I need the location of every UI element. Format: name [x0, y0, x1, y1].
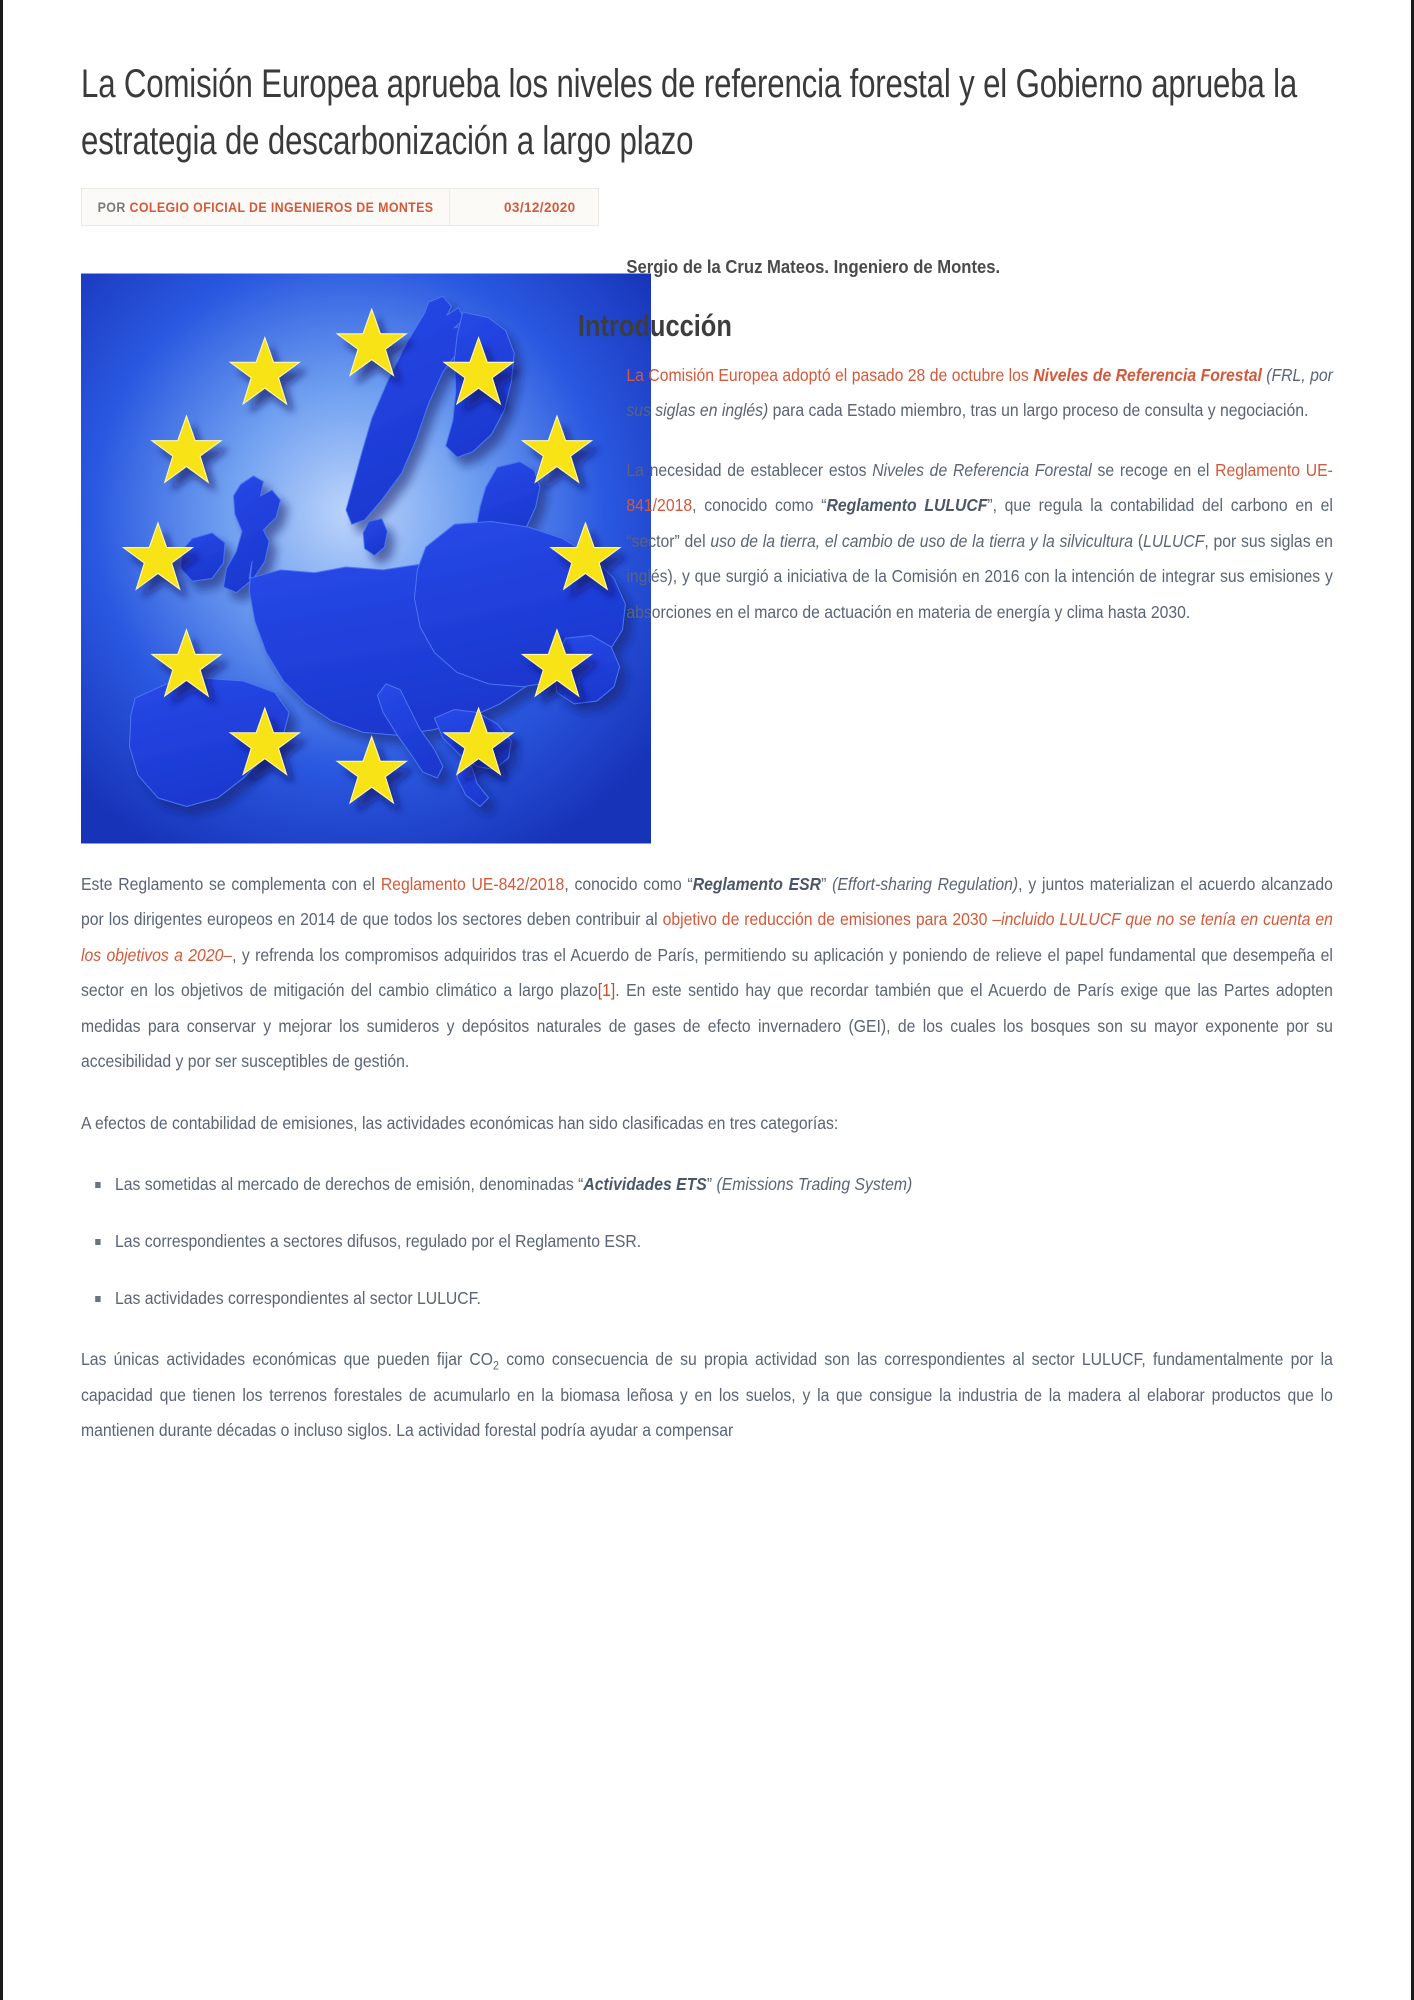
article-meta-bar	[81, 188, 599, 226]
page-title: La Comisión Europea aprueba los niveles de referencia forestal y el Gobierno aprueba la estrategia de descarbonización a largo plazo	[81, 62, 1298, 163]
text-run: como consecuencia de su propia actividad son las correspondientes al sector LULUCF, fundamentalmente por la capacidad que tienen los terrenos forestales de acumularlo en la biomasa leñosa y en los suelos, y la que consigue la industria de la madera al elaborar productos que lo mantienen durante décadas o incluso siglos. La actividad forestal podría ayudar a compensar	[81, 1349, 1333, 1441]
text-run: A efectos de contabilidad de emisiones, las actividades económicas han sido clasificadas en tres categorías:	[81, 1112, 839, 1133]
text-run: (Emissions Trading System)	[716, 1174, 913, 1195]
text-run: uso de la tierra, el cambio de uso de la tierra y la silvicultura	[710, 530, 1134, 551]
text-run: para cada Estado miembro, tras un largo proceso de consulta y negociación.	[768, 400, 1309, 421]
list-item	[115, 1167, 1211, 1202]
contributor-byline: Sergio de la Cruz Mateos. Ingeniero de Montes.	[626, 255, 1001, 277]
text-run[interactable]: –incluido LULUCF que no se tenía en cuenta en los objetivos a 2020–	[81, 909, 1333, 965]
text-run: , por sus siglas en inglés), y que surgió a iniciativa de la Comisión en 2016 con la intención de integrar sus emisiones y absorciones en el marco de actuación en materia de energía y clima hasta 2030.	[626, 530, 1333, 622]
text-run[interactable]: Reglamento UE-841/2018	[626, 459, 1333, 516]
text-run[interactable]: Comisión Europea	[648, 364, 778, 385]
list-item	[115, 1224, 1211, 1259]
paragraph-3	[81, 867, 1333, 1080]
text-run: se recoge en el	[1091, 459, 1216, 480]
text-run[interactable]: adoptó el pasado 28 de octubre los	[777, 364, 1034, 385]
author-name-link[interactable]: COLEGIO OFICIAL DE INGENIEROS DE MONTES	[129, 199, 434, 215]
categories-list	[81, 1167, 1333, 1316]
text-run: , y refrenda los compromisos adquiridos tras el Acuerdo de París, permitiendo su aplicación y poniendo de relieve el papel fundamental que desempeña el sector en los objetivos de mitigación del cambio climático a largo plazo	[81, 944, 1333, 1001]
text-run[interactable]: [1]	[597, 980, 616, 1001]
text-run: (	[1133, 530, 1144, 551]
text-run: (Effort-sharing Regulation)	[832, 873, 1019, 894]
article-body	[81, 256, 1333, 1449]
text-run: , conocido como “	[692, 495, 827, 516]
text-run: (FRL, por sus siglas en inglés)	[626, 364, 1333, 421]
paragraph-1	[81, 358, 1333, 429]
text-run: Actividades ETS	[583, 1174, 707, 1195]
section-heading-introduccion: Introducción	[577, 307, 732, 343]
text-run: Este Reglamento se complementa con el	[81, 873, 381, 894]
text-run: LULUCF	[1143, 530, 1205, 551]
author-prefix-label: POR	[97, 199, 126, 215]
text-run: Reglamento ESR	[692, 873, 822, 894]
text-run: . En este sentido hay que recordar también que el Acuerdo de París exige que las Partes adopten medidas para conservar y mejorar los sumideros y depósitos naturales de gases de efecto invernadero (GEI), de los cuales los bosques son su mayor exponente por su accesibilidad y por ser susceptibles de gestión.	[81, 980, 1333, 1072]
list-item	[115, 1281, 1211, 1316]
text-run: ”	[706, 1174, 717, 1195]
text-run: Las actividades correspondientes al sector LULUCF.	[115, 1288, 481, 1309]
text-run: Las correspondientes a sectores difusos, regulado por el Reglamento ESR.	[115, 1231, 642, 1252]
text-run[interactable]: objetivo de reducción de emisiones para 2030	[662, 909, 988, 930]
paragraph-closing	[81, 1342, 1333, 1449]
text-run[interactable]: Reglamento UE-842/2018	[380, 873, 565, 894]
article-content	[3, 0, 1411, 1449]
text-run: ”	[821, 873, 833, 894]
text-run[interactable]: Niveles de Referencia Forestal	[1033, 364, 1262, 385]
paragraph-4	[81, 1106, 1333, 1142]
text-run: Las sometidas al mercado de derechos de emisión, denominadas “	[115, 1174, 584, 1195]
text-run: Las únicas actividades económicas que pueden fijar CO	[81, 1349, 494, 1370]
text-run[interactable]: La	[626, 364, 649, 385]
text-run: Niveles de Referencia Forestal	[872, 459, 1092, 480]
text-run: , y juntos materializan el acuerdo alcanzado por los dirigentes europeos en 2014 de que todos los sectores deben contribuir al	[81, 873, 1333, 930]
publish-date: 03/12/2020	[504, 199, 576, 215]
paragraph-2	[81, 453, 1333, 631]
text-run: ”, que regula la contabilidad del carbono en el “sector” del	[626, 495, 1333, 551]
text-run: , conocido como “	[564, 873, 693, 894]
text-run: 2	[493, 1358, 499, 1373]
article-author	[82, 189, 450, 225]
text-run: La necesidad de establecer estos	[626, 459, 873, 480]
text-run: Reglamento LULUCF	[826, 495, 988, 516]
